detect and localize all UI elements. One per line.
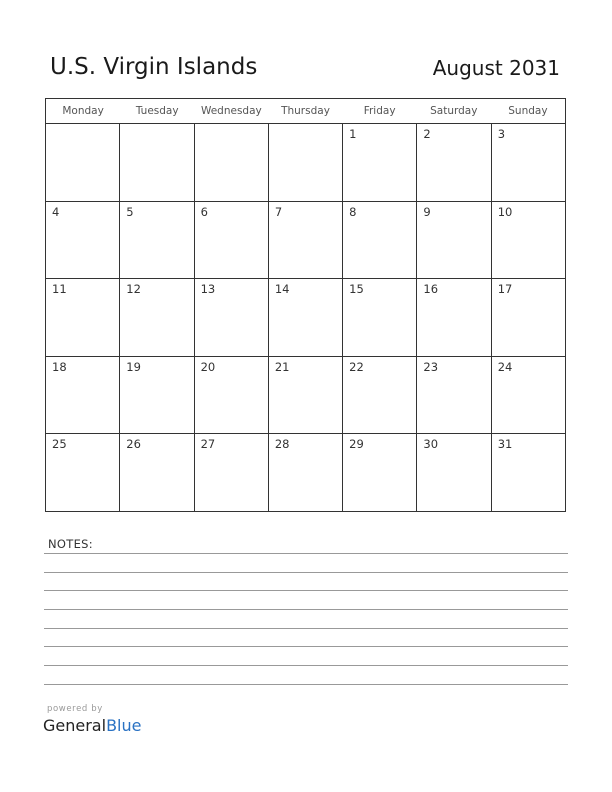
weekday-saturday: Saturday <box>430 105 478 117</box>
day-number: 15 <box>349 282 364 297</box>
day-cell <box>492 279 565 356</box>
day-cell <box>343 202 417 279</box>
day-cell <box>269 202 343 279</box>
day-cell <box>417 357 491 434</box>
notes-line <box>44 628 568 629</box>
day-cell <box>269 357 343 434</box>
weekday-friday: Friday <box>363 105 396 117</box>
day-number: 13 <box>200 282 216 297</box>
day-number: 25 <box>52 437 67 452</box>
day-cell <box>120 279 194 356</box>
day-number: 20 <box>200 359 216 374</box>
notes-line <box>44 553 568 554</box>
day-cell <box>269 124 343 201</box>
notes-line <box>44 684 568 685</box>
day-number: 1 <box>349 127 357 141</box>
day-cell <box>120 124 194 201</box>
day-number: 30 <box>423 437 439 452</box>
day-number: 31 <box>497 437 513 452</box>
day-number: 21 <box>274 359 290 374</box>
month-year-title: August 2031 <box>432 56 560 80</box>
day-cell <box>269 434 343 511</box>
day-number: 4 <box>52 204 60 219</box>
day-cell <box>343 124 417 201</box>
notes-line <box>44 609 568 610</box>
week-row <box>46 434 565 511</box>
day-cell <box>46 202 120 279</box>
day-cell <box>269 279 343 356</box>
brand-logo[interactable] <box>43 716 141 735</box>
day-number: 16 <box>423 282 439 297</box>
day-cell <box>195 202 269 279</box>
day-cell <box>492 357 565 434</box>
day-cell <box>46 124 120 201</box>
day-cell <box>343 279 417 356</box>
weeks-container <box>46 124 565 511</box>
notes-line <box>44 572 568 573</box>
day-number: 8 <box>349 204 357 219</box>
day-number: 11 <box>52 282 67 297</box>
day-cell <box>195 279 269 356</box>
day-number: 18 <box>52 359 67 374</box>
day-cell <box>417 124 491 201</box>
day-cell <box>417 434 491 511</box>
day-number: 5 <box>126 204 134 219</box>
week-row <box>46 357 565 435</box>
notes-line <box>44 665 568 666</box>
day-number: 19 <box>126 359 141 374</box>
day-cell <box>343 434 417 511</box>
day-cell <box>120 434 194 511</box>
week-row <box>46 202 565 280</box>
day-number: 3 <box>497 127 506 141</box>
week-row <box>46 279 565 357</box>
day-number: 28 <box>274 437 290 452</box>
brand-blue: Blue <box>106 716 142 735</box>
day-number: 12 <box>126 282 141 297</box>
day-cell <box>120 202 194 279</box>
day-number: 7 <box>274 204 283 219</box>
notes-line <box>44 646 568 647</box>
day-cell <box>492 434 565 511</box>
day-cell <box>120 357 194 434</box>
region-title: U.S. Virgin Islands <box>50 54 258 80</box>
day-cell <box>46 434 120 511</box>
day-number: 6 <box>200 204 208 219</box>
day-number: 24 <box>497 359 513 374</box>
day-cell <box>492 202 565 279</box>
week-row <box>46 124 565 202</box>
day-number: 26 <box>126 437 141 452</box>
day-cell <box>195 124 269 201</box>
weekday-tuesday: Tuesday <box>135 105 179 117</box>
day-cell <box>195 434 269 511</box>
day-cell <box>195 357 269 434</box>
day-cell <box>46 357 120 434</box>
calendar-grid <box>45 98 566 512</box>
day-cell <box>417 279 491 356</box>
day-number: 10 <box>497 204 513 219</box>
weekday-thursday: Thursday <box>281 105 330 117</box>
day-number: 9 <box>423 204 431 219</box>
weekday-monday: Monday <box>62 105 104 117</box>
day-number: 17 <box>497 282 513 297</box>
notes-line <box>44 590 568 591</box>
day-number: 22 <box>349 359 364 374</box>
weekday-sunday: Sunday <box>508 105 548 117</box>
powered-by-text: powered by <box>47 704 103 714</box>
day-number: 14 <box>274 282 290 297</box>
day-number: 23 <box>423 359 439 374</box>
notes-label: NOTES: <box>48 537 93 551</box>
weekday-header-row <box>46 99 565 124</box>
day-cell <box>46 279 120 356</box>
day-number: 29 <box>349 437 364 452</box>
weekday-wednesday: Wednesday <box>200 105 262 117</box>
day-number: 2 <box>423 127 431 141</box>
day-cell <box>417 202 491 279</box>
day-cell <box>492 124 565 201</box>
day-number: 27 <box>200 437 216 452</box>
brand-general: General <box>43 716 107 735</box>
day-cell <box>343 357 417 434</box>
